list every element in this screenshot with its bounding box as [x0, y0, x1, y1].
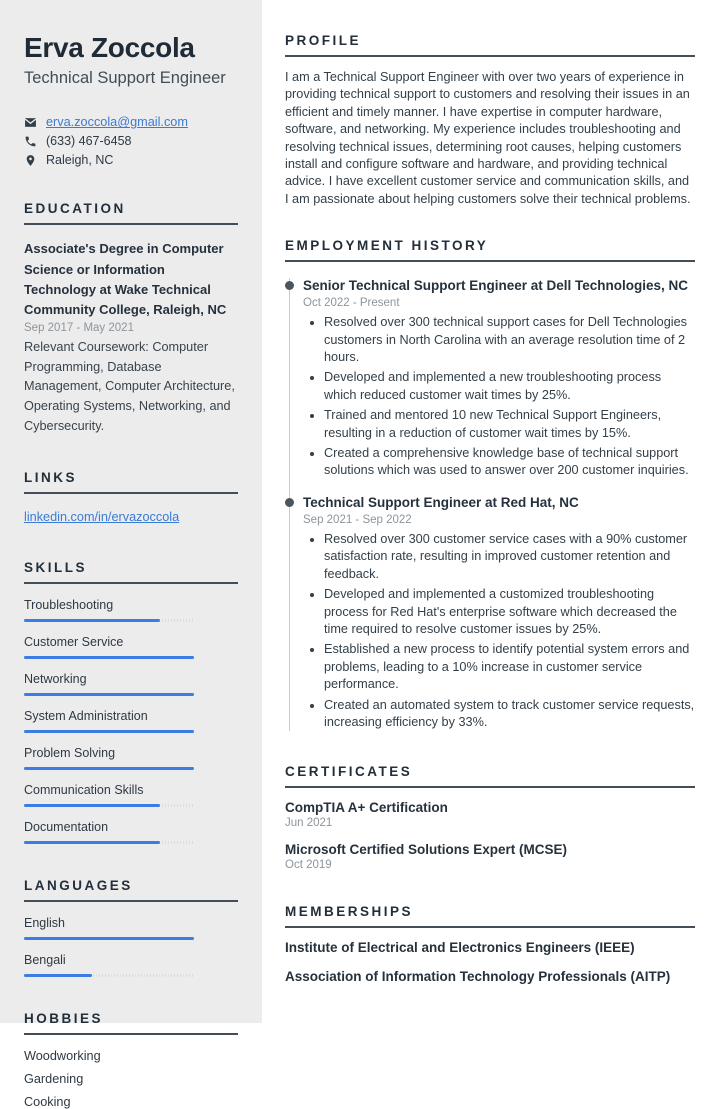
email-icon — [24, 116, 37, 129]
memberships-heading: MEMBERSHIPS — [285, 904, 695, 928]
skill-item — [24, 598, 238, 622]
job-date: Oct 2022 - Present — [303, 297, 400, 310]
education-heading: EDUCATION — [24, 201, 238, 225]
contact-list — [24, 115, 238, 167]
hobbies-section — [24, 1011, 238, 1109]
memberships-section — [285, 904, 695, 984]
skill-item — [24, 635, 238, 659]
person-name: Erva Zoccola — [24, 32, 195, 63]
contact-location-row — [24, 153, 238, 167]
skill-label: Customer Service — [24, 635, 124, 650]
job-bullet-list — [303, 314, 695, 480]
phone-icon — [24, 135, 37, 148]
language-label: Bengali — [24, 953, 66, 968]
job-bullet: • Created an automated system to track customer service requests, increasing efficiency by 33%. — [324, 697, 695, 732]
hobby-item: Gardening — [24, 1072, 84, 1087]
skills-list — [24, 598, 238, 844]
skill-bar-fill — [24, 656, 194, 659]
phone-number: (633) 467-6458 — [46, 134, 132, 149]
linkedin-link[interactable]: linkedin.com/in/ervazoccola — [24, 510, 180, 525]
job-bullet-list — [303, 531, 695, 731]
skills-section — [24, 560, 238, 844]
job-bullet: • Established a new process to identify potential system errors and problems, leading to a 10% increase in customer service performance. — [324, 641, 695, 693]
employment-timeline — [289, 278, 695, 731]
languages-list — [24, 916, 238, 977]
skill-item — [24, 746, 238, 770]
hobbies-heading: HOBBIES — [24, 1011, 238, 1035]
languages-heading: LANGUAGES — [24, 878, 238, 902]
links-list — [24, 508, 238, 526]
language-bar-track — [24, 974, 194, 977]
skill-bar-fill — [24, 767, 194, 770]
certificate-name: Microsoft Certified Solutions Expert (MCSE) — [285, 842, 568, 858]
certificates-list — [285, 800, 695, 871]
profile-heading: PROFILE — [285, 33, 695, 57]
language-bar-track — [24, 937, 194, 940]
certificate-item — [285, 842, 695, 871]
skill-label: Communication Skills — [24, 783, 144, 798]
job-title: Senior Technical Support Engineer at Dell Technologies, NC — [303, 278, 689, 294]
timeline-dot-icon — [285, 498, 294, 507]
memberships-list — [285, 940, 695, 984]
location-pin-icon — [24, 154, 37, 167]
skill-bar-track — [24, 804, 194, 807]
certificates-section — [285, 764, 695, 871]
job-date: Sep 2021 - Sep 2022 — [303, 514, 412, 527]
certificate-date: Jun 2021 — [285, 817, 333, 830]
education-section — [24, 201, 238, 436]
skill-item — [24, 820, 238, 844]
skill-bar-track — [24, 767, 194, 770]
profile-section — [285, 33, 695, 208]
skill-label: System Administration — [24, 709, 148, 724]
skill-label: Documentation — [24, 820, 109, 835]
certificates-heading: CERTIFICATES — [285, 764, 695, 788]
membership-item: Association of Information Technology Professionals (AITP) — [285, 969, 671, 985]
skill-bar-fill — [24, 693, 194, 696]
employment-heading: EMPLOYMENT HISTORY — [285, 238, 695, 262]
skill-item — [24, 709, 238, 733]
main-column — [262, 0, 724, 1023]
contact-email-row — [24, 115, 238, 129]
job-entry — [290, 278, 695, 480]
timeline-dot-icon — [285, 281, 294, 290]
job-bullet: • Created a comprehensive knowledge base of technical support solutions which was used to answer over 200 customer inquiries. — [324, 445, 695, 480]
certificate-name: CompTIA A+ Certification — [285, 800, 448, 816]
links-section — [24, 470, 238, 526]
language-bar-fill — [24, 974, 92, 977]
skills-heading: SKILLS — [24, 560, 238, 584]
link-item — [24, 508, 238, 526]
job-title: Technical Support Engineer at Red Hat, NC — [303, 494, 579, 510]
job-bullet: • Resolved over 300 customer service cases with a 90% customer satisfaction rate, resulting in improved customer retention and feedback. — [324, 531, 695, 583]
education-dates: Sep 2017 - May 2021 — [24, 321, 134, 334]
job-bullet: • Developed and implemented a new troubleshooting process which reduced customer wait times by 25%. — [324, 369, 695, 404]
language-bar-fill — [24, 937, 194, 940]
hobby-item: Cooking — [24, 1095, 71, 1109]
skill-item — [24, 783, 238, 807]
skill-label: Networking — [24, 672, 87, 687]
skill-item — [24, 672, 238, 696]
skill-bar-fill — [24, 730, 194, 733]
certificate-item — [285, 800, 695, 829]
skill-bar-track — [24, 730, 194, 733]
language-item — [24, 916, 238, 940]
skill-bar-track — [24, 656, 194, 659]
certificate-date: Oct 2019 — [285, 859, 332, 872]
employment-section — [285, 238, 695, 731]
job-bullet: • Resolved over 300 technical support cases for Dell Technologies customers in North Carolina with an average resolution time of 2 hours. — [324, 314, 695, 366]
membership-item: Institute of Electrical and Electronics Engineers (IEEE) — [285, 940, 635, 956]
links-heading: LINKS — [24, 470, 238, 494]
location-text: Raleigh, NC — [46, 153, 114, 168]
education-description: Relevant Coursework: Computer Programming, Database Management, Computer Architecture, Operating Systems, Networking, and Cybersecurity. — [24, 339, 235, 433]
skill-label: Problem Solving — [24, 746, 116, 761]
person-job-title: Technical Support Engineer — [24, 69, 226, 88]
skill-bar-fill — [24, 841, 160, 844]
skill-bar-track — [24, 841, 194, 844]
job-bullet: • Developed and implemented a customized troubleshooting process for Red Hat's enterprise software which decreased the time required to resolve customer issues by 25%. — [324, 586, 695, 638]
email-link[interactable]: erva.zoccola@gmail.com — [46, 115, 188, 130]
sidebar — [0, 0, 262, 1109]
hobby-item: Woodworking — [24, 1049, 101, 1064]
education-degree: Associate's Degree in Computer Science or Information Technology at Wake Technical Community College, Raleigh, NC — [24, 241, 227, 317]
job-bullet: • Trained and mentored 10 new Technical Support Engineers, resulting in a reduction of customer wait times by 15%. — [324, 407, 695, 442]
skill-label: Troubleshooting — [24, 598, 114, 613]
skill-bar-fill — [24, 804, 160, 807]
skill-bar-track — [24, 693, 194, 696]
job-entry — [290, 495, 695, 731]
language-item — [24, 953, 238, 977]
language-label: English — [24, 916, 65, 931]
contact-phone-row — [24, 134, 238, 148]
languages-section — [24, 878, 238, 977]
hobbies-list — [24, 1049, 238, 1109]
skill-bar-track — [24, 619, 194, 622]
skill-bar-fill — [24, 619, 160, 622]
profile-text: I am a Technical Support Engineer with over two years of experience in providing technical support to customers and resolving their issues in an efficient and timely manner. I have expertise in computer hardware, software, and networking. My experience includes troubleshooting and resolving technical issues, determining root causes, helping customers install and configure software and hardware, and providing technical advice. I have excellent customer service and communication skills, and I am passionate about helping customers solve their technical problems. — [285, 70, 691, 206]
